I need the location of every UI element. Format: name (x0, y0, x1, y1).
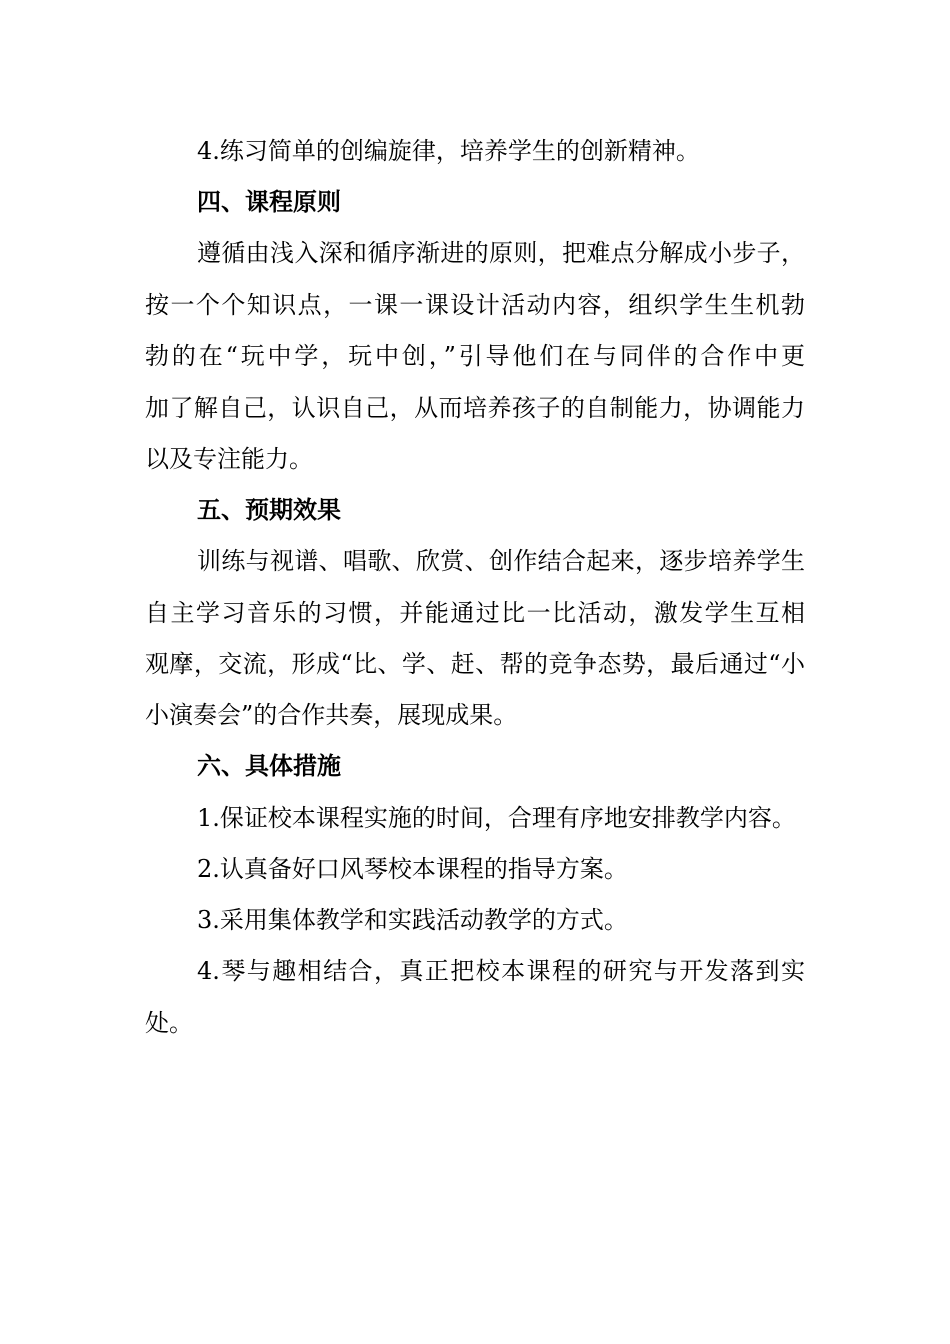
section4-paragraph-line: 加了解自己，认识自己，从而培养孩子的自制能力，协调能力 (145, 394, 805, 422)
section6-item-3: 3.采用集体教学和实践活动教学的方式。 (197, 906, 628, 934)
section5-paragraph-line: 自主学习音乐的习惯，并能通过比一比活动，激发学生互相 (145, 599, 805, 627)
section4-paragraph-line: 遵循由浅入深和循序渐进的原则，把难点分解成小步子， (197, 239, 805, 267)
section3-item-4: 4.练习简单的创编旋律，培养学生的创新精神。 (197, 137, 700, 165)
section6-item-2: 2.认真备好口风琴校本课程的指导方案。 (197, 855, 628, 883)
section5-heading: 五、预期效果 (197, 496, 341, 524)
section5-paragraph-line: 小演奏会”的合作共奏，展现成果。 (145, 701, 518, 729)
section4-paragraph-line: 勃的在“玩中学，玩中创，”引导他们在与同伴的合作中更 (145, 342, 805, 370)
section6-heading: 六、具体措施 (197, 752, 341, 780)
section4-paragraph-line: 以及专注能力。 (145, 445, 313, 473)
section4-heading: 四、课程原则 (197, 188, 341, 216)
section6-item-4-continuation: 处。 (145, 1009, 193, 1037)
section5-paragraph-line: 训练与视谱、唱歌、欣赏、创作结合起来，逐步培养学生 (197, 547, 805, 575)
section4-paragraph-line: 按一个个知识点，一课一课设计活动内容，组织学生生机勃 (145, 291, 805, 319)
section6-item-4: 4.琴与趣相结合，真正把校本课程的研究与开发落到实 (197, 957, 805, 985)
section6-item-1: 1.保证校本课程实施的时间，合理有序地安排教学内容。 (197, 804, 796, 832)
section5-paragraph-line: 观摩，交流，形成“比、学、赶、帮的竞争态势，最后通过“小 (145, 650, 805, 678)
